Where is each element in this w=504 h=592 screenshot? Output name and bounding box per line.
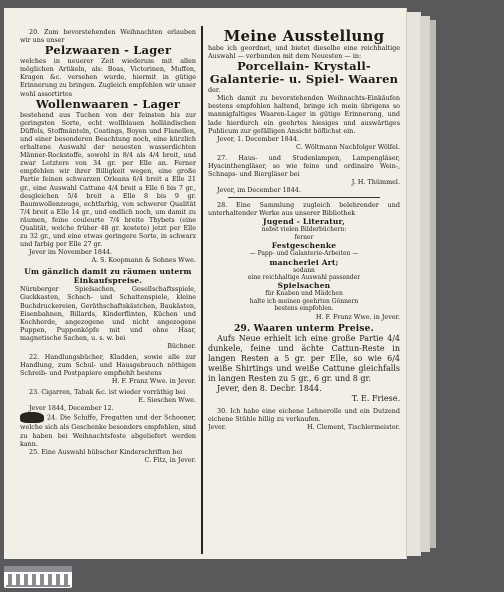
library-logo-icon bbox=[4, 566, 72, 588]
ad-28-line-6: für Knaben und Mädchen bbox=[265, 290, 343, 298]
ad-30-footer bbox=[208, 423, 400, 431]
page-edge bbox=[430, 20, 436, 548]
ad-29-title: 29. Waaren unterm Preise. bbox=[234, 323, 374, 334]
ad-28-heading-spielsachen: Spielsachen bbox=[277, 281, 331, 291]
ad-28-line-1: nebst vielen Bilderbüchern: bbox=[261, 226, 347, 234]
ad-20-title-pelzwaaren: Pelzwaaren - Lager bbox=[44, 43, 172, 58]
ad-29-date: Jever, den 8. Decbr. 1844. bbox=[217, 383, 322, 393]
ad-29-body: Aufs Neue erhielt ich eine große Partie 4/4 dunkele, feine und ächte Cattun-Reste in langen Resten a 5 gr. per Elle, so wie 6/4 weiße Shirtings und weiße Cattune gleichfalls in langen Resten zu 5 gr., 6 gr. und 8 gr. bbox=[208, 333, 400, 383]
ad-20-body-2: bestehend aus Tuchen von der feinsten bis zur geringsten Sorte, echt wollblauen holländischen Düffels, Stoffmänteln, Coatings, Boyen und Flanellen, und einer besonderen Beachtung noch, eine kürzlich erhaltene Auswahl der neuesten wasserdichten Männer-Rockstoffe, sowohl in 8/4 als 4/4 breit, und zwar Letztere von 34 gr. per Elle an. Ferner empfehlen wir ihrer Billigkeit wegen, eine große Partie feinen schwarzen Orleans 6/4 breit a Elle 21 gr., eine Auswahl Cattune 4/4 breit a Elle 6 bis 7 gr., desgleichen 5/4 breit a Elle 8 bis 9 gr. Baumwollenzeuge, echtfarbig, von schwerer Qualität 7/4 breit a Elle 14 gr., und endlich noch, um damit zu räumen, feine couleurte 7/4 breite Thybets (eine Qualität, welche früher 48 gr. kostete) jetzt per Elle zu 32 gr., und eine etwas geringere Sorte, in schwarz und farbig per Elle 27 gr. bbox=[20, 110, 196, 249]
ad-22-text: 22. Handlungsbücher, Kladden, sowie alle zur Handlung, zum Schul- und Hausgebrauch nöthigen Schreib- und Postpapiere empfiehlt bestens bbox=[20, 353, 196, 378]
ad-29-signature: T. E. Friese. bbox=[351, 393, 400, 403]
ad-24-text bbox=[20, 412, 196, 447]
ad-28-intro: 28. Eine Sammlung zugleich belehrender und unterhaltender Werke aus unserer Bibliothek bbox=[208, 201, 400, 218]
ad-24-body: 24. Die Schiffe, Fregatten und der Schooner, welche sich als Geschenke besonders empfehlen, sind zu haben bei Weihnachtsfeste abgeliefert werden kann. bbox=[20, 413, 196, 448]
ad-26-intro: habe ich geordnet, und bietet dieselbe eine reichhaltige Auswahl — verbunden mit dem Neuesten — in: bbox=[208, 44, 400, 61]
page-edge bbox=[420, 16, 430, 552]
ad-23-text: 23. Cigarren, Tabak &c. ist wieder vorräthig bei bbox=[29, 388, 186, 397]
ad-28-line-8: bestens empfohlen. bbox=[274, 305, 334, 313]
ad-28-signature: H. F. Franz Wwe. in Jever. bbox=[315, 312, 400, 321]
separator-rule bbox=[228, 197, 380, 198]
ad-20-title-wollenwaaren: Wollenwaaren - Lager bbox=[35, 96, 181, 111]
ship-icon bbox=[20, 412, 44, 423]
ad-28-heading-jugend-literatur: Jugend - Literatur, bbox=[263, 217, 345, 227]
ad-21-signature: Büchner. bbox=[167, 342, 196, 350]
ad-26-date: Jever, 1. December 1844. bbox=[217, 134, 299, 143]
ad-28-line-4: sodann bbox=[293, 266, 315, 274]
ad-30-signature: H. Clement, Tischlermeister. bbox=[306, 422, 400, 431]
ad-30-text: 30. Ich habe eine eichene Lehnerolle und ein Dutzend eichene Stühle billig zu verkaufen. bbox=[208, 406, 400, 423]
ad-27-text: 27. Haus- und Studenlampen, Lampengläser, Hyacinthengläser, so wie feine und ordinaire Wein-, Schnaps- und Biergläser bei bbox=[208, 153, 400, 179]
ad-20-intro: 20. Zum bevorstehenden Weihnachten erlauben wir uns unser bbox=[20, 28, 196, 45]
ad-27-date: Jever, im December 1844. bbox=[217, 186, 301, 195]
ad-26-signature: C. Wöltmann Nachfolger Wölfel. bbox=[295, 142, 400, 151]
page-edge bbox=[406, 12, 421, 556]
ad-23-date: Jever 1844, December 12. bbox=[29, 404, 114, 413]
ad-28-heading-mancherlei: mancherlei Art; bbox=[269, 257, 339, 267]
right-column bbox=[208, 28, 400, 431]
newspaper-page bbox=[4, 8, 406, 559]
ad-26-title: Meine Ausstellung bbox=[223, 28, 385, 45]
ad-28-line-7: halte ich meinen geehrten Gönnern bbox=[249, 297, 359, 305]
ad-20-signature: A. S. Koopmann & Sohnes Wwe. bbox=[91, 256, 196, 265]
ad-21-title: Um gänzlich damit zu räumen unterm Einkaufspreise. bbox=[24, 267, 192, 286]
ad-28-heading-festgeschenke: Festgeschenke bbox=[271, 241, 337, 251]
ad-26-der: der. bbox=[208, 86, 221, 95]
ad-30-place: Jever. bbox=[208, 422, 227, 431]
left-column bbox=[20, 28, 196, 464]
ad-21-body: Nürnberger Spielsachen, Gesellschaftsspiele, Guckkasten, Schach- und Schattenspiele, kleine Buchdruckereien, Geräthschaftskästchen, Baukästen, Eisenbahnen, Billards, Kinderflinten, Küchen und Kochherde, angezogene und nicht angezogene Puppen, Puppenköpfe mit und ohne Haar, magnetische Sachen, u. s. w. bei bbox=[20, 285, 196, 342]
ad-20-body-1: welches in neuerer Zeit wiederum mit allen möglichen Artikeln, als: Boas, Victorinen, Muffen, Kragen &c. versehen wurde, hiermit in gütige Erinnerung zu bringen. Zugleich empfehlen wir unser wohl assortirtes bbox=[20, 57, 196, 98]
ad-27-signature: J. H. Thümmel. bbox=[351, 178, 400, 187]
ad-20-date: Jever im November 1844. bbox=[29, 248, 113, 257]
viewer-footer bbox=[0, 562, 504, 592]
ad-25-text: 25. Eine Auswahl hübscher Kinderschriften bei bbox=[29, 447, 183, 456]
ad-28-line-2: ferner bbox=[294, 233, 314, 241]
ad-26-body: Mich damit zu bevorstehenden Weihnachts-Einkäufen bestens empfohlen haltend, bringe ich mein übrigens so mannigfaltiges Waaren-Lager in gütige Erinnerung, und lade hierdurch ein geehrtes hiesiges und auswärtiges Publicum zur gefälligen Ansicht höflichst ein. bbox=[208, 94, 400, 135]
ad-28-line-3: — Papp- und Galanterie-Arbeiten — bbox=[249, 250, 359, 258]
ad-26-title-2: Porcellain- Krystall- Galanterie- u. Spiel- Waaren bbox=[209, 59, 399, 87]
ad-25-signature: C. Fitz, in Jever. bbox=[144, 455, 196, 464]
column-divider bbox=[201, 26, 203, 554]
ad-28-line-5: eine reichhaltige Auswahl passender bbox=[247, 274, 361, 282]
ad-23-signature: E. Sieschen Wwe. bbox=[138, 396, 196, 405]
ad-22-signature: H. F. Franz Wwe. in Jever. bbox=[111, 377, 196, 386]
